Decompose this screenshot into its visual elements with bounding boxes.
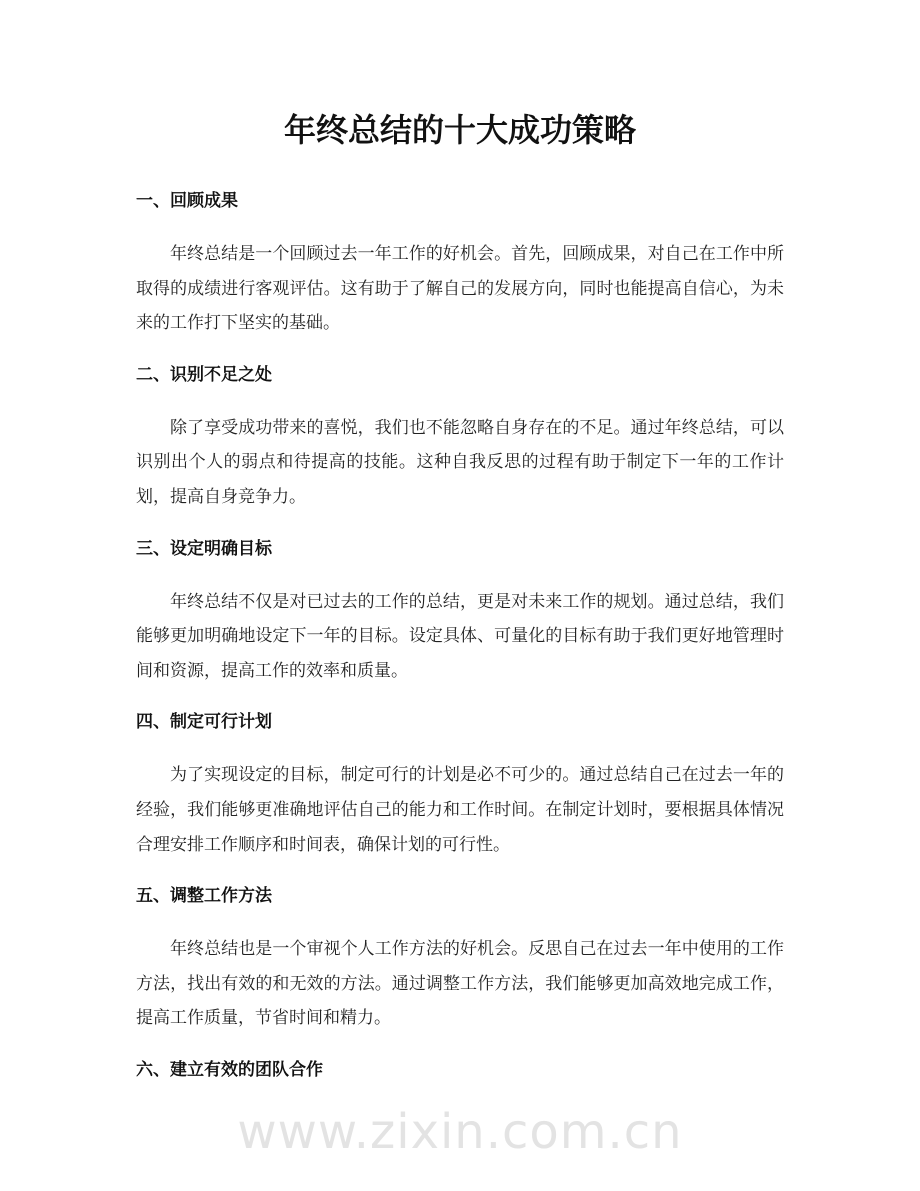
section-paragraph: 除了享受成功带来的喜悦，我们也不能忽略自身存在的不足。通过年终总结，可以识别出个人的弱点和待提高的技能。这种自我反思的过程有助于制定下一年的工作计划，提高自身竞争力。 xyxy=(136,417,784,507)
watermark: www.zixin.com.cn xyxy=(237,1103,683,1160)
section-heading: 四、制定可行计划 xyxy=(136,712,272,733)
section-5 xyxy=(136,884,784,1036)
document-title: 年终总结的十大成功策略 xyxy=(283,111,636,149)
section-heading: 三、设定明确目标 xyxy=(136,538,272,559)
section-6 xyxy=(136,1058,784,1082)
section-paragraph: 为了实现设定的目标，制定可行的计划是必不可少的。通过总结自己在过去一年的经验，我们能够更准确地评估自己的能力和工作时间。在制定计划时，要根据具体情况合理安排工作顺序和时间表，确保计划的可行性。 xyxy=(136,765,784,855)
document-body xyxy=(136,189,784,1082)
section-2 xyxy=(136,363,784,515)
section-heading: 二、识别不足之处 xyxy=(136,364,272,385)
section-3 xyxy=(136,537,784,689)
section-1 xyxy=(136,189,784,341)
section-paragraph: 年终总结也是一个审视个人工作方法的好机会。反思自己在过去一年中使用的工作方法，找出有效的和无效的方法。通过调整工作方法，我们能够更加高效地完成工作，提高工作质量，节省时间和精力。 xyxy=(136,939,784,1029)
section-4 xyxy=(136,710,784,862)
section-paragraph: 年终总结是一个回顾过去一年工作的好机会。首先，回顾成果，对自己在工作中所取得的成绩进行客观评估。这有助于了解自己的发展方向，同时也能提高自信心，为未来的工作打下坚实的基础。 xyxy=(136,244,784,334)
section-heading: 一、回顾成果 xyxy=(136,191,238,211)
section-heading: 六、建立有效的团队合作 xyxy=(136,1059,323,1080)
section-paragraph: 年终总结不仅是对已过去的工作的总结，更是对未来工作的规划。通过总结，我们能够更加明确地设定下一年的目标。设定具体、可量化的目标有助于我们更好地管理时间和资源，提高工作的效率和质量。 xyxy=(136,591,784,681)
section-heading: 五、调整工作方法 xyxy=(136,886,272,907)
